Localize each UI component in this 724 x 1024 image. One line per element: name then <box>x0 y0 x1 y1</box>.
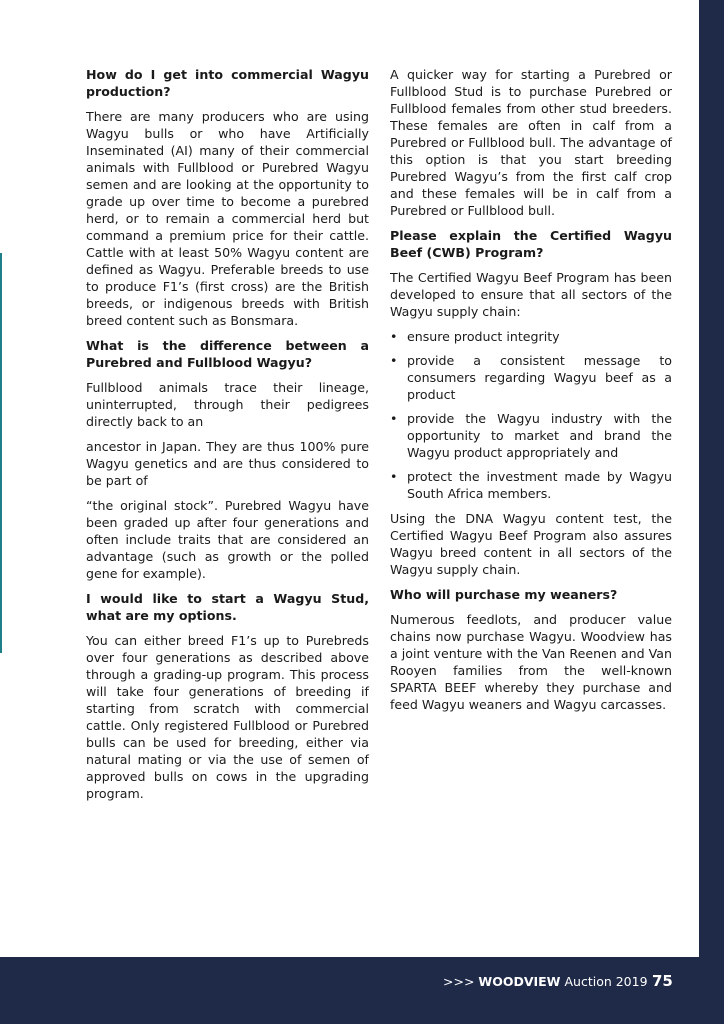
bullet-item: • ensure product integrity <box>390 328 672 345</box>
left-column <box>86 66 369 810</box>
paragraph: There are many producers who are using Wagyu bulls or who have Artificially Inseminated (AI) many of their commercial animals with Fullblood or Purebred Wagyu semen and are looking at the opportunity to grade up over time to become a purebred herd, or to remain a commercial herd but command a premium price for their cattle. Cattle with at least 50% Wagyu content are defined as Wagyu. Preferable breeds to use to produce F1’s (first cross) are the British breeds, or indigenous breeds with British breed content such as Bonsmara. <box>86 109 369 328</box>
bullet-list <box>390 328 672 502</box>
paragraph: You can either breed F1’s up to Purebreds over four generations as described above through a grading-up program. This process will take four generations of breeding if starting from scratch with commercial cattle. Only registered Fullblood or Purebred bulls can be used for breeding, either via natural mating or via the use of semen of approved bulls on cows in the upgrading program. <box>86 633 369 801</box>
bullet-item: • provide a consistent message to consumers regarding Wagyu beef as a product <box>390 352 672 403</box>
paragraph: ancestor in Japan. They are thus 100% pure Wagyu genetics and are thus considered to be part of <box>86 439 369 488</box>
question-heading: How do I get into commercial Wagyu production? <box>86 67 369 99</box>
footer-running-title <box>443 974 648 989</box>
right-column <box>390 66 672 721</box>
paragraph: Using the DNA Wagyu content test, the Certified Wagyu Beef Program also assures Wagyu breed content in all sectors of the Wagyu supply chain. <box>390 511 672 577</box>
paragraph: The Certified Wagyu Beef Program has been developed to ensure that all sectors of the Wagyu supply chain: <box>390 270 672 319</box>
paragraph: Numerous feedlots, and producer value chains now purchase Wagyu. Woodview has a joint venture with the Van Reenen and Van Rooyen families from the well-known SPARTA BEEF whereby they purchase and feed Wagyu weaners and Wagyu carcasses. <box>390 612 672 712</box>
bullet-item: • protect the investment made by Wagyu South Africa members. <box>390 468 672 502</box>
paragraph: A quicker way for starting a Purebred or Fullblood Stud is to purchase Purebred or Fullblood females from other stud breeders. These females are often in calf from a Purebred or Fullblood bull. The advantage of this option is that you start breeding Purebred Wagyu’s from the first calf crop and these females will be in calf from a Purebred or Fullblood bull. <box>390 67 672 218</box>
footer-brand: WOODVIEW <box>478 974 561 989</box>
question-heading: Who will purchase my weaners? <box>390 587 618 602</box>
bullet-item: • provide the Wagyu industry with the opportunity to market and brand the Wagyu product appropriately and <box>390 410 672 461</box>
footer-arrows: >>> <box>443 974 475 989</box>
footer-band <box>0 957 724 1024</box>
question-heading: Please explain the Certified Wagyu Beef (CWB) Program? <box>390 228 672 260</box>
footer-event: Auction 2019 <box>564 974 648 989</box>
paragraph: “the original stock”. Purebred Wagyu have been graded up after four generations and often include traits that are considered an advantage (such as growth or the polled gene for example). <box>86 498 369 581</box>
edge-accent-bar <box>0 253 2 653</box>
page-number: 75 <box>652 972 673 990</box>
question-heading: What is the difference between a Purebred and Fullblood Wagyu? <box>86 338 369 370</box>
question-heading: I would like to start a Wagyu Stud, what are my options. <box>86 591 369 623</box>
paragraph: Fullblood animals trace their lineage, uninterrupted, through their pedigrees directly back to an <box>86 380 369 429</box>
